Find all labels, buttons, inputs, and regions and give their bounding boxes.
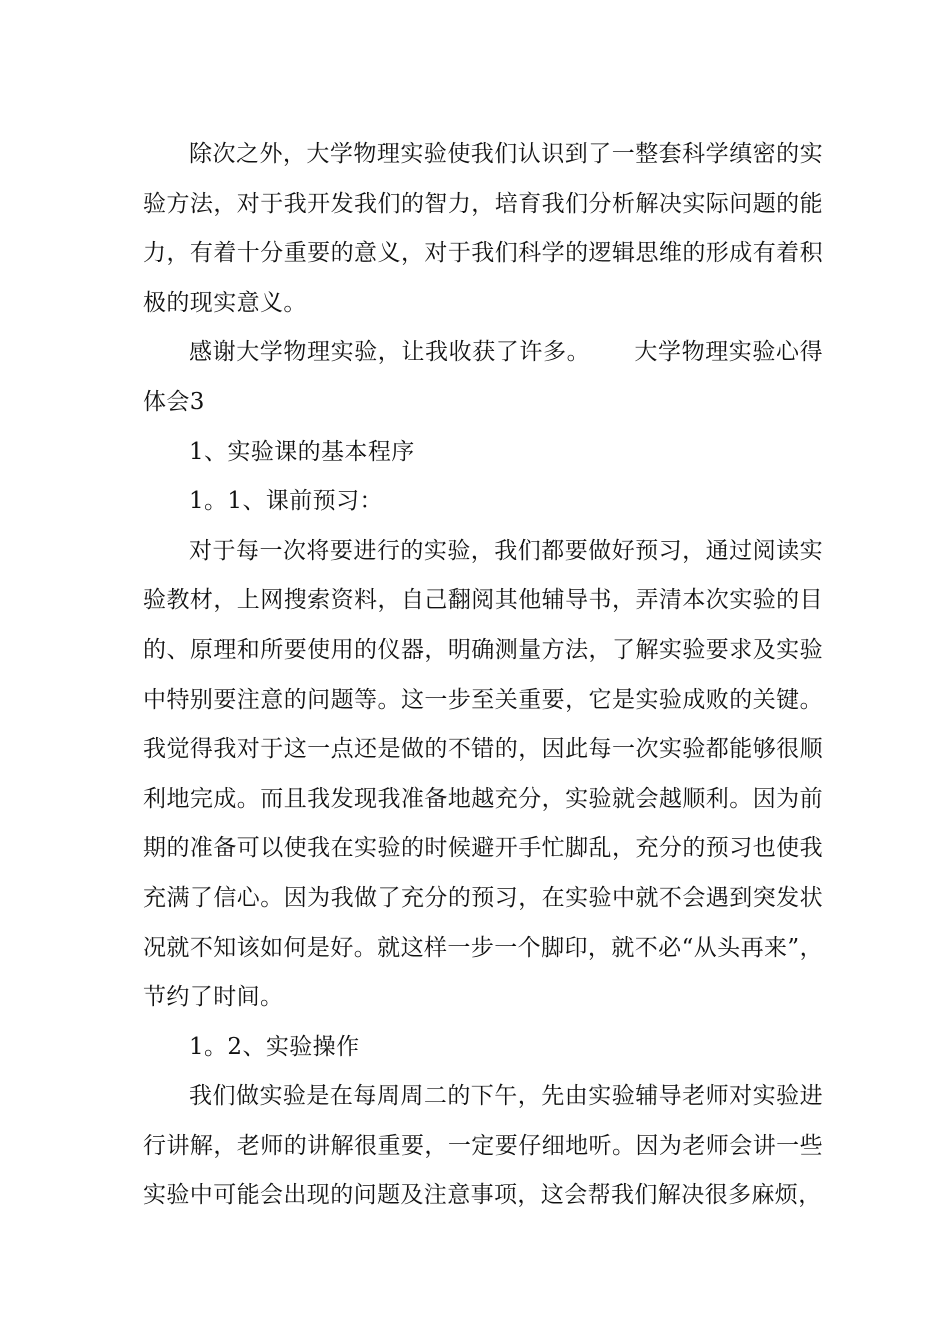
paragraph-preview: 对于每一次将要进行的实验，我们都要做好预习，通过阅读实验教材，上网搜索资料，自己翻阅其他辅导书，弄清本次实验的目的、原理和所要使用的仪器，明确测量方法，了解实验要求及实验中特别要注意的问题等。这一步至关重要，它是实验成败的关键。我觉得我对于这一点还是做的不错的，因此每一次实验都能够很顺利地完成。而且我发现我准备地越充分，实验就会越顺利。因为前期的准备可以使我在实验的时候避开手忙脚乱，充分的预习也使我充满了信心。因为我做了充分的预习，在实验中就不会遇到突发状况就不知该如何是好。就这样一步一个脚印，就不必“从头再来”，节约了时间。 xyxy=(143,537,823,1011)
thanks-sentence: 感谢大学物理实验，让我收获了许多。 xyxy=(189,339,591,366)
paragraph-thanks xyxy=(143,328,823,427)
document-body xyxy=(143,130,823,1221)
section-title: 大学物理实验心得体会3 xyxy=(143,339,823,415)
heading-preview: 1。1、课前预习： xyxy=(189,488,383,515)
paragraph-operation: 我们做实验是在每周周二的下午，先由实验辅导老师对实验进行讲解，老师的讲解很重要，一定要仔细地听。因为老师会讲一些实验中可能会出现的问题及注意事项，这会帮我们解决很多麻烦， xyxy=(143,1083,823,1209)
heading-operation: 1。2、实验操作 xyxy=(189,1033,360,1060)
heading-basic-procedure: 1、实验课的基本程序 xyxy=(189,438,415,465)
paragraph-methods: 除次之外，大学物理实验使我们认识到了一整套科学缜密的实验方法，对于我开发我们的智力，培育我们分析解决实际问题的能力，有着十分重要的意义，对于我们科学的逻辑思维的形成有着积极的现实意义。 xyxy=(143,141,823,316)
